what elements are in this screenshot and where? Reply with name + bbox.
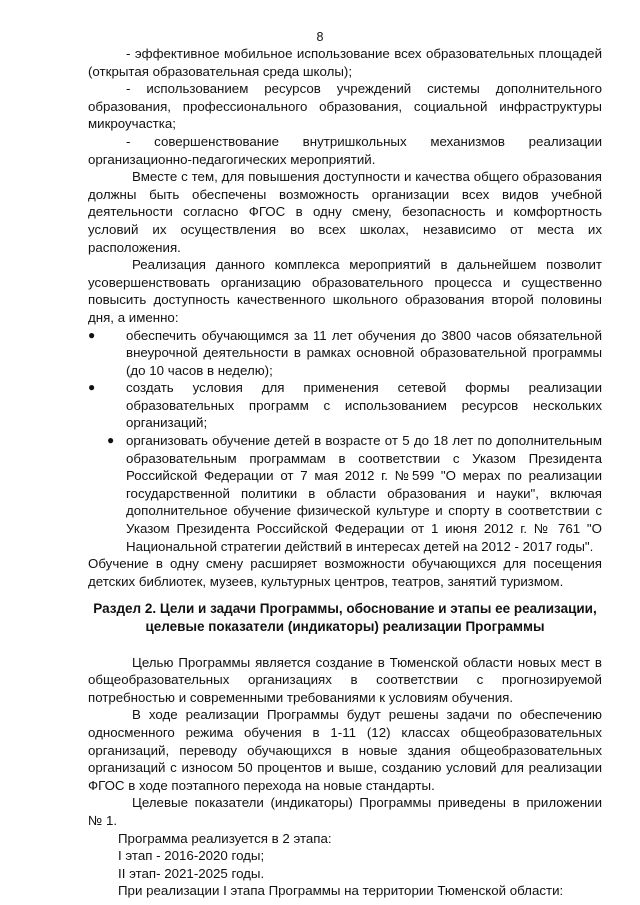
bullet-icon: ● (88, 327, 96, 342)
paragraph-9: II этап- 2021-2025 годы. (118, 865, 265, 881)
paragraph-3: Обучение в одну смену расширяет возможности обучающихся для посещения детских библиотек, музеев, культурных центров, театров, занятий туризмом. (88, 556, 602, 589)
section-heading: Раздел 2. Цели и задачи Программы, обоснование и этапы ее реализации, целевые показатели (индикаторы) реализации Программы (93, 601, 597, 634)
paragraph-7: Программа реализуется в 2 этапа: (118, 830, 332, 846)
page-number: 8 (316, 30, 324, 44)
bullet-text-3: организовать обучение детей в возрасте от 5 до 18 лет по дополнительным образовательным программам в соответствии с Указом Президента Российской Федерации от 7 мая 2012 г. №599 "О мерах по реализации государственной политики в области образования и науки", включая дополнительное обучение физической культуре и спорту в соответствии с Указом Президента Российской Федерации от 1 июня 2012 г. № 761 "О Национальной стратегии действий в интересах детей на 2012 - 2017 годы". (126, 433, 602, 554)
dash-item-1: - эффективное мобильное использование всех образовательных площадей (открытая образовательная среда школы); (88, 46, 602, 79)
bullet-icon: ● (88, 380, 96, 395)
paragraph-1: Вместе с тем, для повышения доступности и качества общего образования должны быть обеспечены возможность организации всех видов учебной деятельности согласно ФГОС в одну смену, безопасность и комфортность условий их осуществления во всех школах, независимо от места их расположения. (88, 169, 602, 255)
paragraph-6: Целевые показатели (индикаторы) Программы приведены в приложении № 1. (88, 795, 602, 828)
bullet-text-1: обеспечить обучающимся за 11 лет обучения до 3800 часов обязательной внеурочной деятельности в рамках основной образовательной программы (до 10 часов в неделю); (126, 327, 602, 378)
bullet-item-1 (88, 327, 602, 380)
dash-item-3: - совершенствование внутришкольных механизмов реализации организационно-педагогических мероприятий. (88, 133, 602, 167)
paragraph-5: В ходе реализации Программы будут решены задачи по обеспечению односменного режима обучения в 1-11 (12) классах общеобразовательных организаций, переводу обучающихся в новые здания общеобразовательных организаций с износом 50 процентов и выше, созданию условий для реализации ФГОС в ходе поэтапного перехода на новые стандарты. (88, 707, 602, 793)
bullet-item-3 (88, 432, 602, 555)
dash-item-2: - использованием ресурсов учреждений системы дополнительного образования, профессионального образования, социальной инфраструктуры микроучастка; (88, 81, 602, 132)
paragraph-8: I этап - 2016-2020 годы; (118, 848, 265, 864)
paragraph-10: При реализации I этапа Программы на территории Тюменской области: (118, 883, 564, 899)
paragraph-4: Целью Программы является создание в Тюменской области новых мест в общеобразовательных организациях в соответствии с прогнозируемой потребностью и современными требованиями к условиям обучения. (88, 654, 602, 705)
paragraph-2: Реализация данного комплекса мероприятий в дальнейшем позволит усовершенствовать организацию образовательного процесса и существенно повысить доступность качественного школьного образования второй половины дня, а именно: (88, 257, 602, 325)
document-body (88, 45, 602, 900)
bullet-icon: ● (107, 433, 115, 448)
bullet-item-2 (88, 379, 602, 432)
bullet-text-2: создать условия для применения сетевой формы реализации образовательных программ с использованием ресурсов нескольких организаций; (126, 380, 602, 431)
